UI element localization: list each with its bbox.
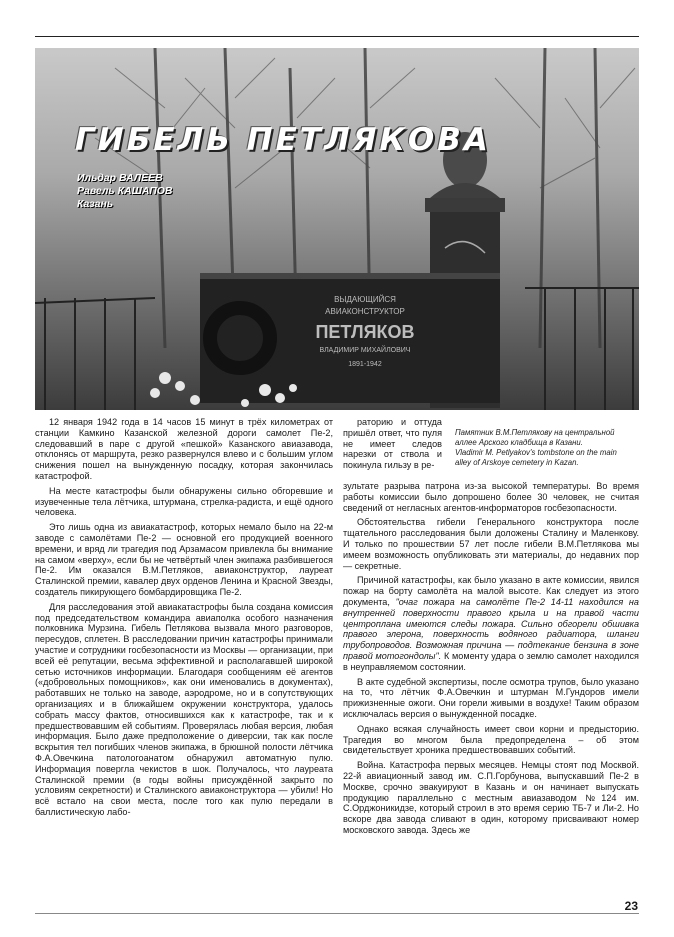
paragraph: раторию и оттуда пришёл ответ, что пуля не имеет следов нарезки от ствола и покинула гильзу в ре- [343,417,442,471]
middle-column [343,417,442,475]
paragraph: Это лишь одна из авиакатастроф, которых немало было на 22-м заводе с самолётами Пе-2 — основной его продукцией военного времени, и вряд ли трагедия под Арзамасом привлекла бы внимание на самом «верху», если бы не четвёртый член экипажа разбившегося Пе-2. Им оказался В.М.Петляков, авиаконструктор, лауреат Сталинской премии, кавалер двух орденов Ленина и Красной Звезды, создатель пикирующего бомбардировщика Пе-2. [35,522,333,597]
plaque-line-4: ВЛАДИМИР МИХАЙЛОВИЧ [319,347,411,354]
author-2: Равель КАШАПОВ [77,185,173,197]
paragraph: 12 января 1942 года в 14 часов 15 минут в трёх километрах от станции Камкино Казанской железной дороги самолет Пе-2, следовавший в паре с другой «пешкой» Казанского авиазавода, отклонясь от маршрута, резко развернулся влево и с большим углом снижения пошел на вынужденную посадку, которая закончилась катастрофой. [35,417,333,481]
top-rule [35,36,639,37]
article-title: ГИБЕЛЬ ПЕТЛЯКОВА [75,122,491,158]
bottom-rule [35,913,639,914]
caption-line: Памятник В.М.Петлякову на центральной [455,428,615,437]
paragraph-text: К моменту удара о землю самолет находился в неуправляемом состоянии. [343,650,639,672]
plaque-line-1: ВЫДАЮЩИЙСЯ [334,295,396,304]
paragraph: В акте судебной экспертизы, после осмотра трупов, было указано на то, что лётчик Ф.А.Овечкин и штурман М.Гундоров имели прижизненные ожоги. Они горели живыми в воздухе! Таким образом исключалась версия о вынужденной посадке. [343,676,639,719]
paragraph: На месте катастрофы были обнаружены сильно обгоревшие и изувеченные тела лётчика, штурмана, стрелка-радиста, и ещё одного человека. [35,485,333,518]
plaque-surname: ПЕТЛЯКОВ [315,322,415,342]
photo-caption [455,428,645,468]
author-city: Казань [77,198,114,210]
paragraph-with-quote [343,575,639,672]
caption-line: Vladimir M. Petlyakov's tombstone on the main [455,448,617,457]
article-authors [77,172,173,211]
plaque-dates: 1891-1942 [348,361,382,368]
left-column [35,417,333,822]
paragraph: Война. Катастрофа первых месяцев. Немцы стоят под Москвой. 22-й авиационный завод им. С.П.Горбунова, выпускавший Пе-2 в Москве, срочно эвакуируют в Казань и он начинает выпускать продукцию параллельно с местным авиазаводом №124 им. С.Орджоникидзе, который строил в это время серию ТБ-7 и Ли-2. Но вскоре два завода сливают в один, которому присваивают номер московского завода. Здесь же [343,760,639,835]
photo-illustration [35,48,639,410]
paragraph: Для расследования этой авиакатастрофы была создана комиссия под председательством командира авиаполка особого назначения полковника Мурзина. Гибель Петлякова вызвала много разговоров, пересудов, сплетен. В расследовании причин катастрофы принимали участие и сотрудники госбезопасности из Москвы — организации, при всей её репутации, весьма эффективной и располагавшей широкой сетью источников информации. Благодаря сообщениям её агентов («добровольных помощников», как они именовались в документах), работавших не только на заводе, аэродроме, но и в сопутствующих организациях и в ближайшем окружении конструктора, удалось собрать массу фактов, относившихся как к катастрофе, так и к предшествовавшим ей событиям. Проверялась любая версия, любая информация. Было даже предположение о диверсии, так как после вскрытия тел погибших членов экипажа, в брюшной полости лётчика Ф.А.Овечкина патологоанатом обнаружил автоматную пулю. Информация повергла чекистов в шок. Получалось, что лауреата Сталинской премии (в годы войны присуждённой закрыто по условиям секретности) и Сталинского авиаконструктора — убили! Но всё встало на свои места, после того как пулю передали в баллистическую лабо- [35,601,333,817]
caption-line: аллее Арского кладбища в Казани. [455,438,583,447]
tombstone-photo [35,48,639,410]
paragraph-text: Причиной катастрофы, как было указано в акте комиссии, явился пожар на борту самолёта на малой высоте. Как следует из этого документа, [343,575,639,607]
right-column [343,481,639,840]
document-quote: "очаг пожара на самолёте Пе-2 14-11 находился на внутренней поверхности правого крыла и на правой части центроплана имеются следы пожара. Сильно обгорели обшивка правого элерона, поверхность водяного радиатора, шланги трубопроводов. Возможная причина — подтекание бензина в зоне правой мотогондолы". [343,596,639,661]
caption-line: alley of Arskoye cemetery in Kazan. [455,458,579,467]
author-1: Ильдар ВАЛЕЕВ [77,172,163,184]
page-number: 23 [624,899,638,913]
paragraph-continuation: зультате разрыва патрона из-за высокой температуры. Во время работы комиссии было допрошено более 30 человек, не считая сведений от негласных агентов-информаторов госбезопасности. [343,481,639,513]
plaque-line-2: АВИАКОНСТРУКТОР [325,307,405,316]
paragraph: Однако всякая случайность имеет свои корни и предысторию. Трагедия во многом была предопределена – об этом свидетельствует хроника предшествовавших событий. [343,723,639,756]
paragraph: Обстоятельства гибели Генерального конструктора после тщательного расследования были доложены Сталину и Маленкову. И только по прошествии 57 лет после гибели В.М.Петлякова мы имеем возможность опубликовать эти материалы, до недавних пор — секретные. [343,517,639,571]
